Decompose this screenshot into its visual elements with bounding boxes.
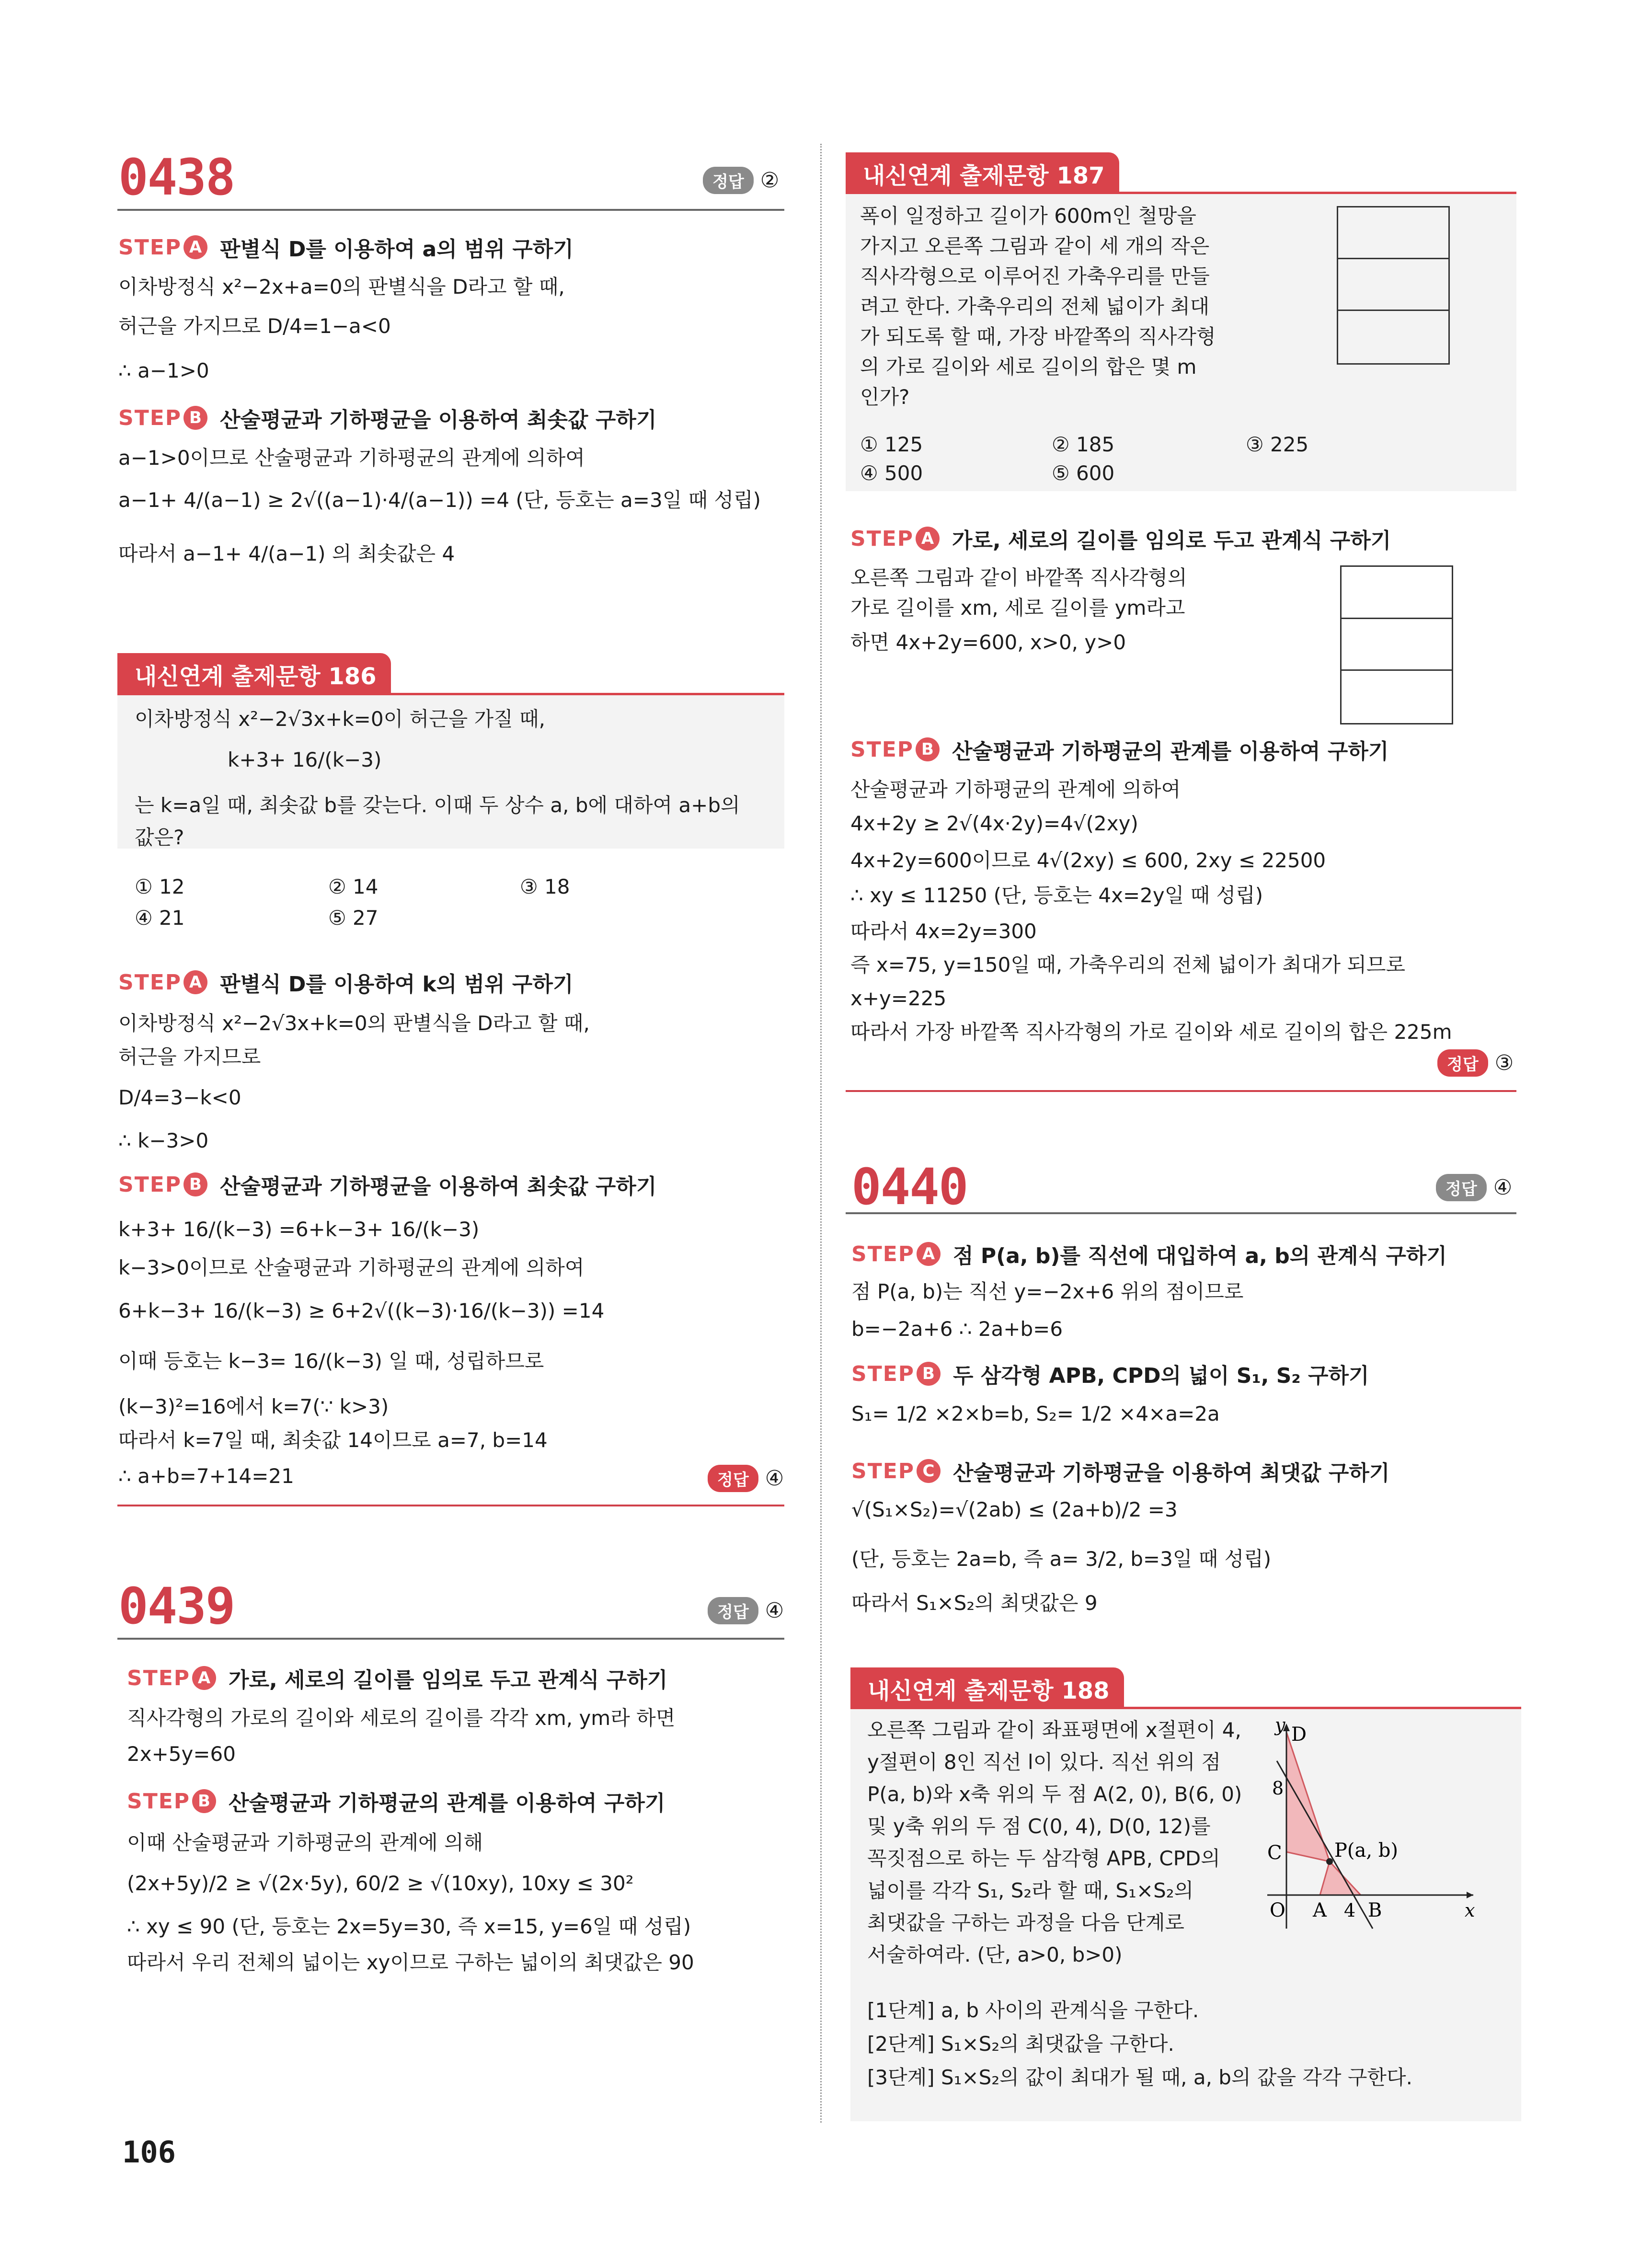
text-line: 따라서 4x=2y=300: [850, 919, 1037, 943]
choice-2: ② 185: [1052, 433, 1115, 456]
question-line: 및 y축 위의 두 점 C(0, 4), D(0, 12)를: [867, 1815, 1211, 1838]
page-number: 106: [122, 2135, 176, 2170]
text-line: 이때 산술평균과 기하평균의 관계에 의해: [127, 1831, 483, 1854]
text-line: 점 P(a, b)는 직선 y=−2x+6 위의 점이므로: [851, 1280, 1244, 1303]
text-line: D/4=3−k<0: [118, 1086, 241, 1109]
text-line: 하면 4x+2y=600, x>0, y>0: [850, 631, 1126, 654]
section-tag-188: 내신연계 출제문항 188: [850, 1667, 1124, 1710]
question-line: 는 k=a일 때, 최솟값 b를 갖는다. 이때 두 상수 a, b에 대하여 a+b의: [135, 793, 740, 817]
text-line: ∴ a+b=7+14=21: [118, 1464, 294, 1488]
step-a-186: STEP A 판별식 D를 이용하여 k의 범위 구하기: [118, 970, 574, 997]
answer-label: 정답: [703, 167, 754, 194]
text-line: b=−2a+6 ∴ 2a+b=6: [851, 1317, 1063, 1341]
question-line: 이차방정식 x²−2√3x+k=0이 허근을 가질 때,: [135, 707, 545, 731]
choice-3: ③ 18: [520, 875, 570, 898]
text-line: 2x+5y=60: [127, 1742, 236, 1766]
stage-1: [1단계] a, b 사이의 관계식을 구한다.: [867, 1999, 1199, 2022]
choice-3: ③ 225: [1246, 433, 1309, 456]
question-line: 직사각형으로 이루어진 가축우리를 만들: [860, 264, 1210, 288]
text-line: 따라서 우리 전체의 넓이는 xy이므로 구하는 넓이의 최댓값은 90: [127, 1951, 694, 1974]
question-line: 최댓값을 구하는 과정을 다음 단계로: [867, 1911, 1184, 1934]
text-line: ∴ xy ≤ 90 (단, 등호는 2x=5y=30, 즉 x=15, y=6일 때 성립): [127, 1915, 691, 1938]
label-4: 4: [1344, 1900, 1356, 1921]
divider-line: [846, 1212, 1516, 1214]
text-line: 허근을 가지므로 D/4=1−a<0: [118, 314, 391, 338]
text-line: (k−3)²=16에서 k=7(∵ k>3): [118, 1395, 389, 1418]
answer-0439: [708, 1597, 784, 1624]
section-end-line: [846, 1090, 1516, 1092]
question-line: P(a, b)와 x축 위의 두 점 A(2, 0), B(6, 0): [867, 1782, 1242, 1806]
text-line: 허근을 가지므로: [118, 1045, 261, 1069]
text-line: 따라서 S₁×S₂의 최댓값은 9: [851, 1591, 1098, 1615]
text-line: a−1+ 4/(a−1) ≥ 2√((a−1)·4/(a−1)) =4 (단, 등호는 a=3일 때 성립): [118, 488, 761, 512]
question-line: y절편이 8인 직선 l이 있다. 직선 위의 점: [867, 1750, 1221, 1774]
y-axis-label: y: [1275, 1718, 1285, 1735]
answer-label: 정답: [708, 1597, 758, 1624]
question-line: 가지고 오른쪽 그림과 같이 세 개의 작은: [860, 234, 1210, 258]
step-a-0439: STEP A 가로, 세로의 길이를 임의로 두고 관계식 구하기: [127, 1666, 668, 1692]
question-line: 가 되도록 할 때, 가장 바깥쪽의 직사각형: [860, 325, 1216, 348]
answer-value: ②: [760, 168, 780, 193]
answer-0438: [703, 167, 779, 194]
text-line: √(S₁×S₂)=√(2ab) ≤ (2a+b)/2 =3: [851, 1498, 1178, 1521]
text-line: ∴ a−1>0: [118, 359, 209, 382]
answer-value: ③: [1494, 1051, 1514, 1075]
question-line: 넓이를 각각 S₁, S₂라 할 때, S₁×S₂의: [867, 1879, 1194, 1902]
section-tag-187: 내신연계 출제문항 187: [846, 152, 1119, 195]
answer-label: 정답: [1436, 1174, 1487, 1201]
text-line: 산술평균과 기하평균의 관계에 의하여: [850, 778, 1181, 801]
answer-value: ④: [765, 1466, 784, 1491]
step-a-0440: STEP A 점 P(a, b)를 직선에 대입하여 a, b의 관계식 구하기: [851, 1241, 1447, 1268]
divider-line: [117, 1638, 784, 1640]
x-arrow-icon: [1467, 1892, 1473, 1898]
pen-diagram: [1337, 206, 1450, 365]
point-p: [1326, 1858, 1333, 1865]
text-line: ∴ xy ≤ 11250 (단, 등호는 4x=2y일 때 성립): [850, 884, 1263, 907]
column-divider: [820, 144, 822, 2123]
choice-5: ⑤ 600: [1052, 461, 1115, 485]
step-b-0439: STEP B 산술평균과 기하평균의 관계를 이용하여 구하기: [127, 1789, 665, 1816]
question-line: k+3+ 16/(k−3): [228, 748, 382, 771]
choice-1: ① 125: [860, 433, 923, 456]
text-line: 4x+2y ≥ 2√(4x·2y)=4√(2xy): [850, 812, 1138, 835]
answer-label: 정답: [708, 1465, 758, 1492]
text-line: k−3>0이므로 산술평균과 기하평균의 관계에 의하여: [118, 1256, 585, 1279]
step-c-0440: STEP C 산술평균과 기하평균을 이용하여 최댓값 구하기: [851, 1459, 1390, 1485]
question-line: 꼭짓점으로 하는 두 삼각형 APB, CPD의: [867, 1847, 1220, 1870]
text-line: x+y=225: [850, 987, 947, 1010]
question-line: 폭이 일정하고 길이가 600m인 철망을: [860, 204, 1196, 228]
section-end-line: [117, 1505, 784, 1506]
label-8: 8: [1272, 1778, 1284, 1799]
triangle-apb: [1320, 1862, 1361, 1895]
text-line: 이때 등호는 k−3= 16/(k−3) 일 때, 성립하므로: [118, 1349, 544, 1373]
text-line: 오른쪽 그림과 같이 바깥쪽 직사각형의: [850, 566, 1187, 589]
pen-diagram-solution: [1340, 565, 1453, 724]
label-o: O: [1270, 1899, 1285, 1921]
x-axis-label: x: [1465, 1900, 1475, 1921]
text-line: 따라서 a−1+ 4/(a−1) 의 최솟값은 4: [118, 542, 455, 565]
choice-4: ④ 500: [860, 461, 923, 485]
text-line: S₁= 1/2 ×2×b=b, S₂= 1/2 ×4×a=2a: [851, 1402, 1220, 1425]
label-p: P(a, b): [1334, 1839, 1399, 1862]
section-tag-186: 내신연계 출제문항 186: [117, 653, 391, 696]
choice-1: ① 12: [135, 875, 185, 898]
answer-value: ④: [765, 1598, 784, 1623]
step-b-187: STEP B 산술평균과 기하평균의 관계를 이용하여 구하기: [850, 737, 1389, 764]
text-line: 즉 x=75, y=150일 때, 가축우리의 전체 넓이가 최대가 되므로: [850, 953, 1406, 977]
text-line: 직사각형의 가로의 길이와 세로의 길이를 각각 xm, ym라 하면: [127, 1706, 676, 1730]
stage-2: [2단계] S₁×S₂의 최댓값을 구한다.: [867, 2032, 1174, 2056]
problem-number-0439: 0439: [118, 1577, 235, 1635]
text-line: 따라서 가장 바깥쪽 직사각형의 가로 길이와 세로 길이의 합은 225m: [850, 1020, 1452, 1044]
question-line: 오른쪽 그림과 같이 좌표평면에 x절편이 4,: [867, 1718, 1241, 1742]
text-line: k+3+ 16/(k−3) =6+k−3+ 16/(k−3): [118, 1218, 480, 1241]
question-line: 값은?: [135, 826, 184, 849]
text-line: (단, 등호는 2a=b, 즉 a= 3/2, b=3일 때 성립): [851, 1547, 1272, 1571]
step-b-0440: STEP B 두 삼각형 APB, CPD의 넓이 S₁, S₂ 구하기: [851, 1361, 1369, 1388]
choice-4: ④ 21: [135, 906, 185, 930]
text-line: (2x+5y)/2 ≥ √(2x·5y), 60/2 ≥ √(10xy), 10xy ≤ 30²: [127, 1872, 634, 1895]
problem-number-0440: 0440: [851, 1158, 968, 1216]
question-line: 려고 한다. 가축우리의 전체 넓이가 최대: [860, 295, 1210, 318]
label-a: A: [1313, 1899, 1327, 1921]
stage-3: [3단계] S₁×S₂의 값이 최대가 될 때, a, b의 값을 각각 구한다.: [867, 2066, 1412, 2089]
question-line: 의 가로 길이와 세로 길이의 합은 몇 m: [860, 355, 1197, 379]
text-line: ∴ k−3>0: [118, 1129, 209, 1152]
question-line: 서술하여라. (단, a>0, b>0): [867, 1943, 1123, 1966]
text-line: 6+k−3+ 16/(k−3) ≥ 6+2√((k−3)·16/(k−3)) =14: [118, 1299, 605, 1322]
label-c: C: [1267, 1842, 1282, 1864]
step-b-186: STEP B 산술평균과 기하평균을 이용하여 최솟값 구하기: [118, 1172, 657, 1199]
answer-value: ④: [1493, 1175, 1513, 1200]
answer-187: [1437, 1049, 1514, 1077]
step-a-187: STEP A 가로, 세로의 길이를 임의로 두고 관계식 구하기: [850, 526, 1391, 553]
label-d: D: [1291, 1724, 1307, 1746]
step-b-0438: STEP B 산술평균과 기하평균을 이용하여 최솟값 구하기: [118, 405, 657, 432]
coordinate-graph: [1258, 1718, 1483, 1938]
answer-0440: [1436, 1174, 1512, 1201]
choice-2: ② 14: [328, 875, 379, 898]
text-line: 따라서 k=7일 때, 최솟값 14이므로 a=7, b=14: [118, 1428, 548, 1452]
text-line: 4x+2y=600이므로 4√(2xy) ≤ 600, 2xy ≤ 22500: [850, 849, 1326, 872]
problem-number-0438: 0438: [118, 148, 235, 207]
text-line: 이차방정식 x²−2√3x+k=0의 판별식을 D라고 할 때,: [118, 1011, 590, 1035]
text-line: 이차방정식 x²−2x+a=0의 판별식을 D라고 할 때,: [118, 275, 565, 299]
divider-line: [117, 209, 784, 211]
text-line: a−1>0이므로 산술평균과 기하평균의 관계에 의하여: [118, 446, 585, 470]
answer-186: [708, 1465, 784, 1492]
question-line: 인가?: [860, 385, 910, 409]
text-line: 가로 길이를 xm, 세로 길이를 ym라고: [850, 596, 1185, 620]
answer-label: 정답: [1437, 1049, 1488, 1077]
label-b: B: [1368, 1899, 1382, 1921]
choice-5: ⑤ 27: [328, 906, 379, 930]
step-a-0438: STEP A 판별식 D를 이용하여 a의 범위 구하기: [118, 235, 574, 262]
